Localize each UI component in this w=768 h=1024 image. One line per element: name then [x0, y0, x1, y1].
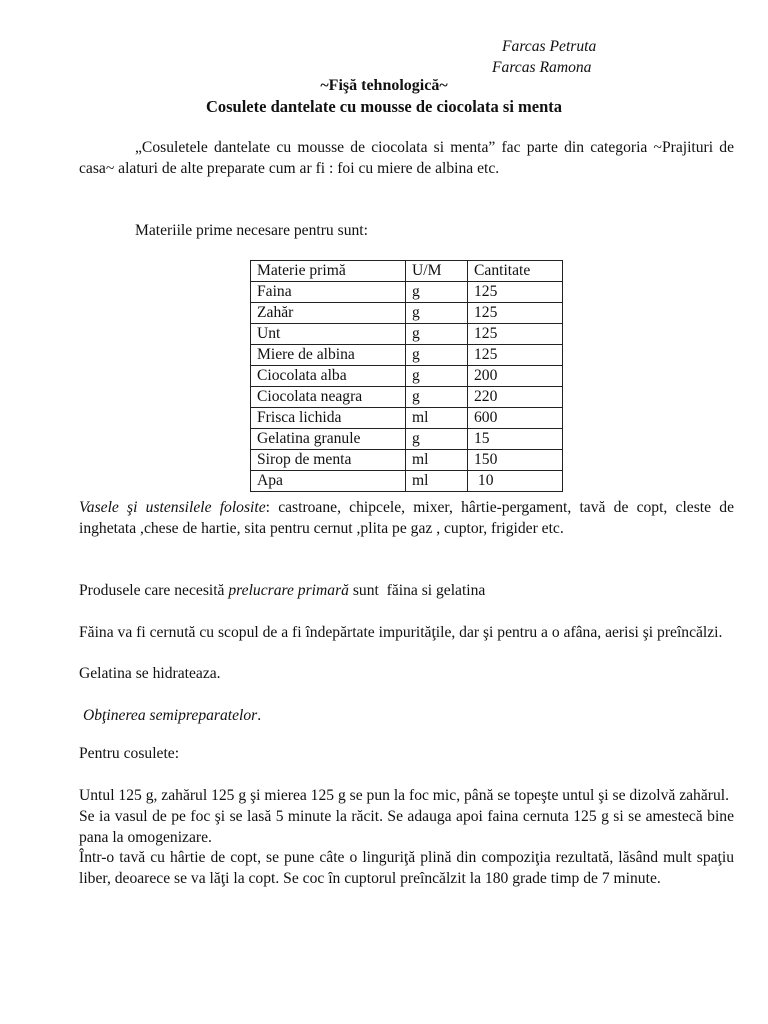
- gelatin-paragraph: Gelatina se hidrateaza.: [79, 665, 221, 682]
- table-cell: 15: [468, 429, 563, 450]
- table-row: [251, 366, 563, 387]
- table-row: [251, 282, 563, 303]
- table-cell: Miere de albina: [251, 345, 406, 366]
- utensils-list: : castroane, chipcele, mixer, hârtie-pergament, tavă de copt, cleste de inghetata ,chese de hartie, sita pentru cernut ,plita pe gaz , cuptor, frigider etc.: [79, 499, 734, 537]
- table-cell: Sirop de menta: [251, 450, 406, 471]
- materials-heading: Materiile prime necesare pentru sunt:: [135, 222, 368, 239]
- table-cell: g: [406, 324, 468, 345]
- step-paragraph: Se ia vasul de pe foc şi se lasă 5 minute la răcit. Se adauga apoi faina cernuta 125 g si se amestecă bine pana la omogenizare.: [79, 807, 734, 846]
- semi-products-title: Obţinerea semipreparatelor: [83, 707, 258, 724]
- table-header-row: [251, 261, 563, 282]
- table-cell: g: [406, 429, 468, 450]
- table-cell: Unt: [251, 324, 406, 345]
- utensils-label: Vasele şi ustensilele folosite: [79, 499, 266, 516]
- flour-paragraph: Făina va fi cernută cu scopul de a fi îndepărtate impurităţile, dar şi pentru a o afâna, aerisi şi preîncălzi.: [79, 624, 723, 641]
- primary-text-before: Produsele care necesită: [79, 582, 229, 599]
- document-title: ~Fişă tehnologică~: [320, 77, 448, 94]
- author-name: Farcas Ramona: [492, 59, 592, 76]
- table-cell: 125: [468, 282, 563, 303]
- table-cell: 125: [468, 345, 563, 366]
- table-cell: g: [406, 345, 468, 366]
- table-cell: ml: [406, 408, 468, 429]
- intro-paragraph: „Cosuletele dantelate cu mousse de ciocolata si menta” fac parte din categoria ~Prajituri de casa~ alaturi de alte preparate cum ar fi : foi cu miere de albina etc.: [79, 139, 734, 177]
- step-paragraph: Într-o tavă cu hârtie de copt, se pune câte o linguriţă plină din compoziţia rezultată, lăsând mult spaţiu liber, deoarece se va lăţi la copt. Se coc în cuptorul preîncălzit la 180 grade timp de 7 minute.: [79, 849, 734, 888]
- steps-section: [79, 786, 734, 890]
- table-row: [251, 429, 563, 450]
- column-header: Materie primă: [251, 261, 406, 282]
- table-cell: Gelatina granule: [251, 429, 406, 450]
- table-row: [251, 387, 563, 408]
- recipe-title: Cosulete dantelate cu mousse de ciocolata si menta: [205, 97, 563, 116]
- table-cell: 200: [468, 366, 563, 387]
- table-cell: Ciocolata neagra: [251, 387, 406, 408]
- table-row: [251, 324, 563, 345]
- utensils-paragraph: [79, 497, 734, 539]
- table-row: [251, 345, 563, 366]
- table-row: [251, 303, 563, 324]
- step-paragraph: Untul 125 g, zahărul 125 g şi mierea 125 g se pun la foc mic, până se topeşte untul şi se dizolvă zahărul.: [79, 787, 729, 804]
- semi-products-heading: [79, 705, 738, 726]
- primary-processing-paragraph: [79, 580, 734, 601]
- baskets-subheading: Pentru cosulete:: [79, 745, 180, 762]
- table-cell: 125: [468, 303, 563, 324]
- table-cell: Apa: [251, 471, 406, 492]
- table-cell: 220: [468, 387, 563, 408]
- table-cell: g: [406, 366, 468, 387]
- author-name: Farcas Petruta: [502, 38, 597, 55]
- primary-text-after: sunt făina si gelatina: [348, 582, 486, 599]
- table-cell: g: [406, 282, 468, 303]
- table-row: [251, 408, 563, 429]
- authors: [492, 36, 712, 78]
- primary-processing-term: prelucrare primară: [228, 582, 349, 599]
- ingredients-table: [250, 260, 563, 492]
- table-cell: 125: [468, 324, 563, 345]
- table-cell: Zahăr: [251, 303, 406, 324]
- table-cell: Frisca lichida: [251, 408, 406, 429]
- column-header: U/M: [406, 261, 468, 282]
- table-cell: g: [406, 387, 468, 408]
- column-header: Cantitate: [468, 261, 563, 282]
- semi-products-period: .: [257, 707, 262, 724]
- table-cell: ml: [406, 450, 468, 471]
- table-cell: ml: [406, 471, 468, 492]
- table-cell: Faina: [251, 282, 406, 303]
- table-row: [251, 471, 563, 492]
- table-cell: 10: [468, 471, 563, 492]
- table-cell: Ciocolata alba: [251, 366, 406, 387]
- table-cell: g: [406, 303, 468, 324]
- table-row: [251, 450, 563, 471]
- table-cell: 150: [468, 450, 563, 471]
- table-cell: 600: [468, 408, 563, 429]
